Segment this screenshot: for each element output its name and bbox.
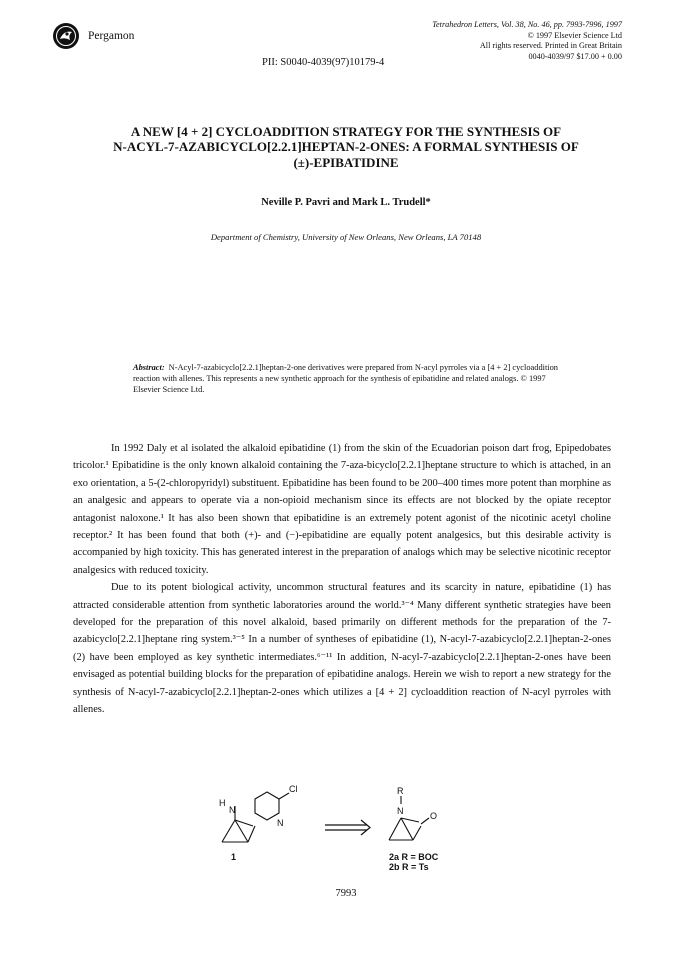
pergamon-logo-icon: [52, 22, 80, 50]
abstract-text: N-Acyl-7-azabicyclo[2.2.1]heptan-2-one derivatives were prepared from N-acyl pyrroles via a [4 + 2] cycloaddition reaction with allenes. This represents a new synthetic approach for the synthesis of epibatidine and related analogs. © 1997 Elsevier Science Ltd.: [133, 363, 558, 394]
publisher-block: [52, 22, 134, 50]
title-line: A NEW [4 + 2] CYCLOADDITION STRATEGY FOR THE SYNTHESIS OF: [130, 124, 562, 139]
scheme-drawing: [207, 782, 507, 872]
compound-1-label: 1: [231, 852, 237, 862]
article-body: [73, 440, 611, 719]
page-number: 7993: [335, 888, 357, 899]
abstract: [133, 363, 558, 395]
abstract-label: Abstract:: [133, 363, 165, 372]
author-list: Neville P. Pavri and Mark L. Trudell*: [261, 197, 431, 208]
compound-2a-label: 2a R = BOC: [389, 852, 439, 862]
article-title: [40, 124, 652, 170]
atom-n-label: N: [397, 806, 404, 816]
atom-r-label: R: [397, 786, 404, 796]
title-line: N-ACYL-7-AZABICYCLO[2.2.1]HEPTAN-2-ONES: A FORMAL SYNTHESIS OF: [113, 139, 579, 155]
pyridine-n-label: N: [277, 818, 284, 828]
journal-citation: [432, 20, 622, 62]
azabicycloheptanone-structure: [389, 796, 429, 840]
retrosynthesis-arrow: [325, 820, 370, 835]
title-line: (±)-EPIBATIDINE: [293, 154, 399, 170]
author-affiliation: Department of Chemistry, University of New Orleans, New Orleans, LA 70148: [210, 232, 482, 242]
body-paragraph: Due to its potent biological activity, uncommon structural features and its scarcity in nature, epibatidine (1) has attracted considerable attention from synthetic laboratories around the world.³⁻⁴ Many different synthetic strategies have been developed for the preparation of this novel alkaloid, based primarily on different methods for the preparation of the 7-azabicyclo[2.2.1]heptane ring system.³⁻⁵ In a number of syntheses of epibatidine (1), N-acyl-7-azabicyclo[2.2.1]heptan-2-ones (2) have been employed as key synthetic intermediates.⁶⁻¹¹ In addition, N-acyl-7-azabicyclo[2.2.1]heptan-2-ones have been envisaged as potential building blocks for the preparation of epibatidine analogs. Herein we wish to report a new strategy for the synthesis of N-acyl-7-azabicyclo[2.2.1]heptan-2-ones which utilizes a [4 + 2] cycloaddition reaction of N-acyl pyrroles with allenes.: [73, 582, 611, 716]
atom-h-label: H: [219, 798, 226, 808]
body-paragraph: In 1992 Daly et al isolated the alkaloid epibatidine (1) from the skin of the Ecuadorian poison dart frog, Epipedobates tricolor.¹ Epibatidine is the only known alkaloid containing the 7-aza-bicyclo[2.2.1]heptane structure to which is attached, in an exo orientation, a 5-(2-chloropyridyl) substituent. Epibatidine has been found to be 200–400 times more potent than morphine as an analgesic and appears to operate via a non-opioid mechanism since its effects are not blocked by the opiate receptor antagonist naloxone.¹ It has also been shown that epibatidine is an extremely potent agonist of the nicotinic acetyl choline receptor.² It has been found that both (+)- and (−)-epibatidine are equally potent analgesics, but this desirable activity is accompanied by high toxicity. This has generated interest in the preparation of analogs which may be selective nicotinic receptor analgesics with reduced toxicity.: [73, 443, 611, 576]
compound-2b-label: 2b R = Ts: [389, 862, 429, 872]
copyright-line: © 1997 Elsevier Science Ltd: [527, 30, 622, 40]
pii-identifier: PII: S0040-4039(97)10179-4: [262, 57, 385, 68]
journal-citation-line: Tetrahedron Letters, Vol. 38, No. 46, pp. 7993-7996, 1997: [432, 20, 622, 29]
atom-cl-label: Cl: [289, 784, 298, 794]
chemical-scheme: [207, 782, 507, 872]
publisher-name: Pergamon: [88, 30, 135, 42]
atom-o-label: O: [430, 811, 438, 821]
rights-line: All rights reserved. Printed in Great Britain: [479, 41, 622, 51]
epibatidine-structure: [222, 792, 289, 842]
atom-n-label: N: [229, 805, 236, 815]
issn-price-line: 0040-4039/97 $17.00 + 0.00: [528, 51, 622, 61]
